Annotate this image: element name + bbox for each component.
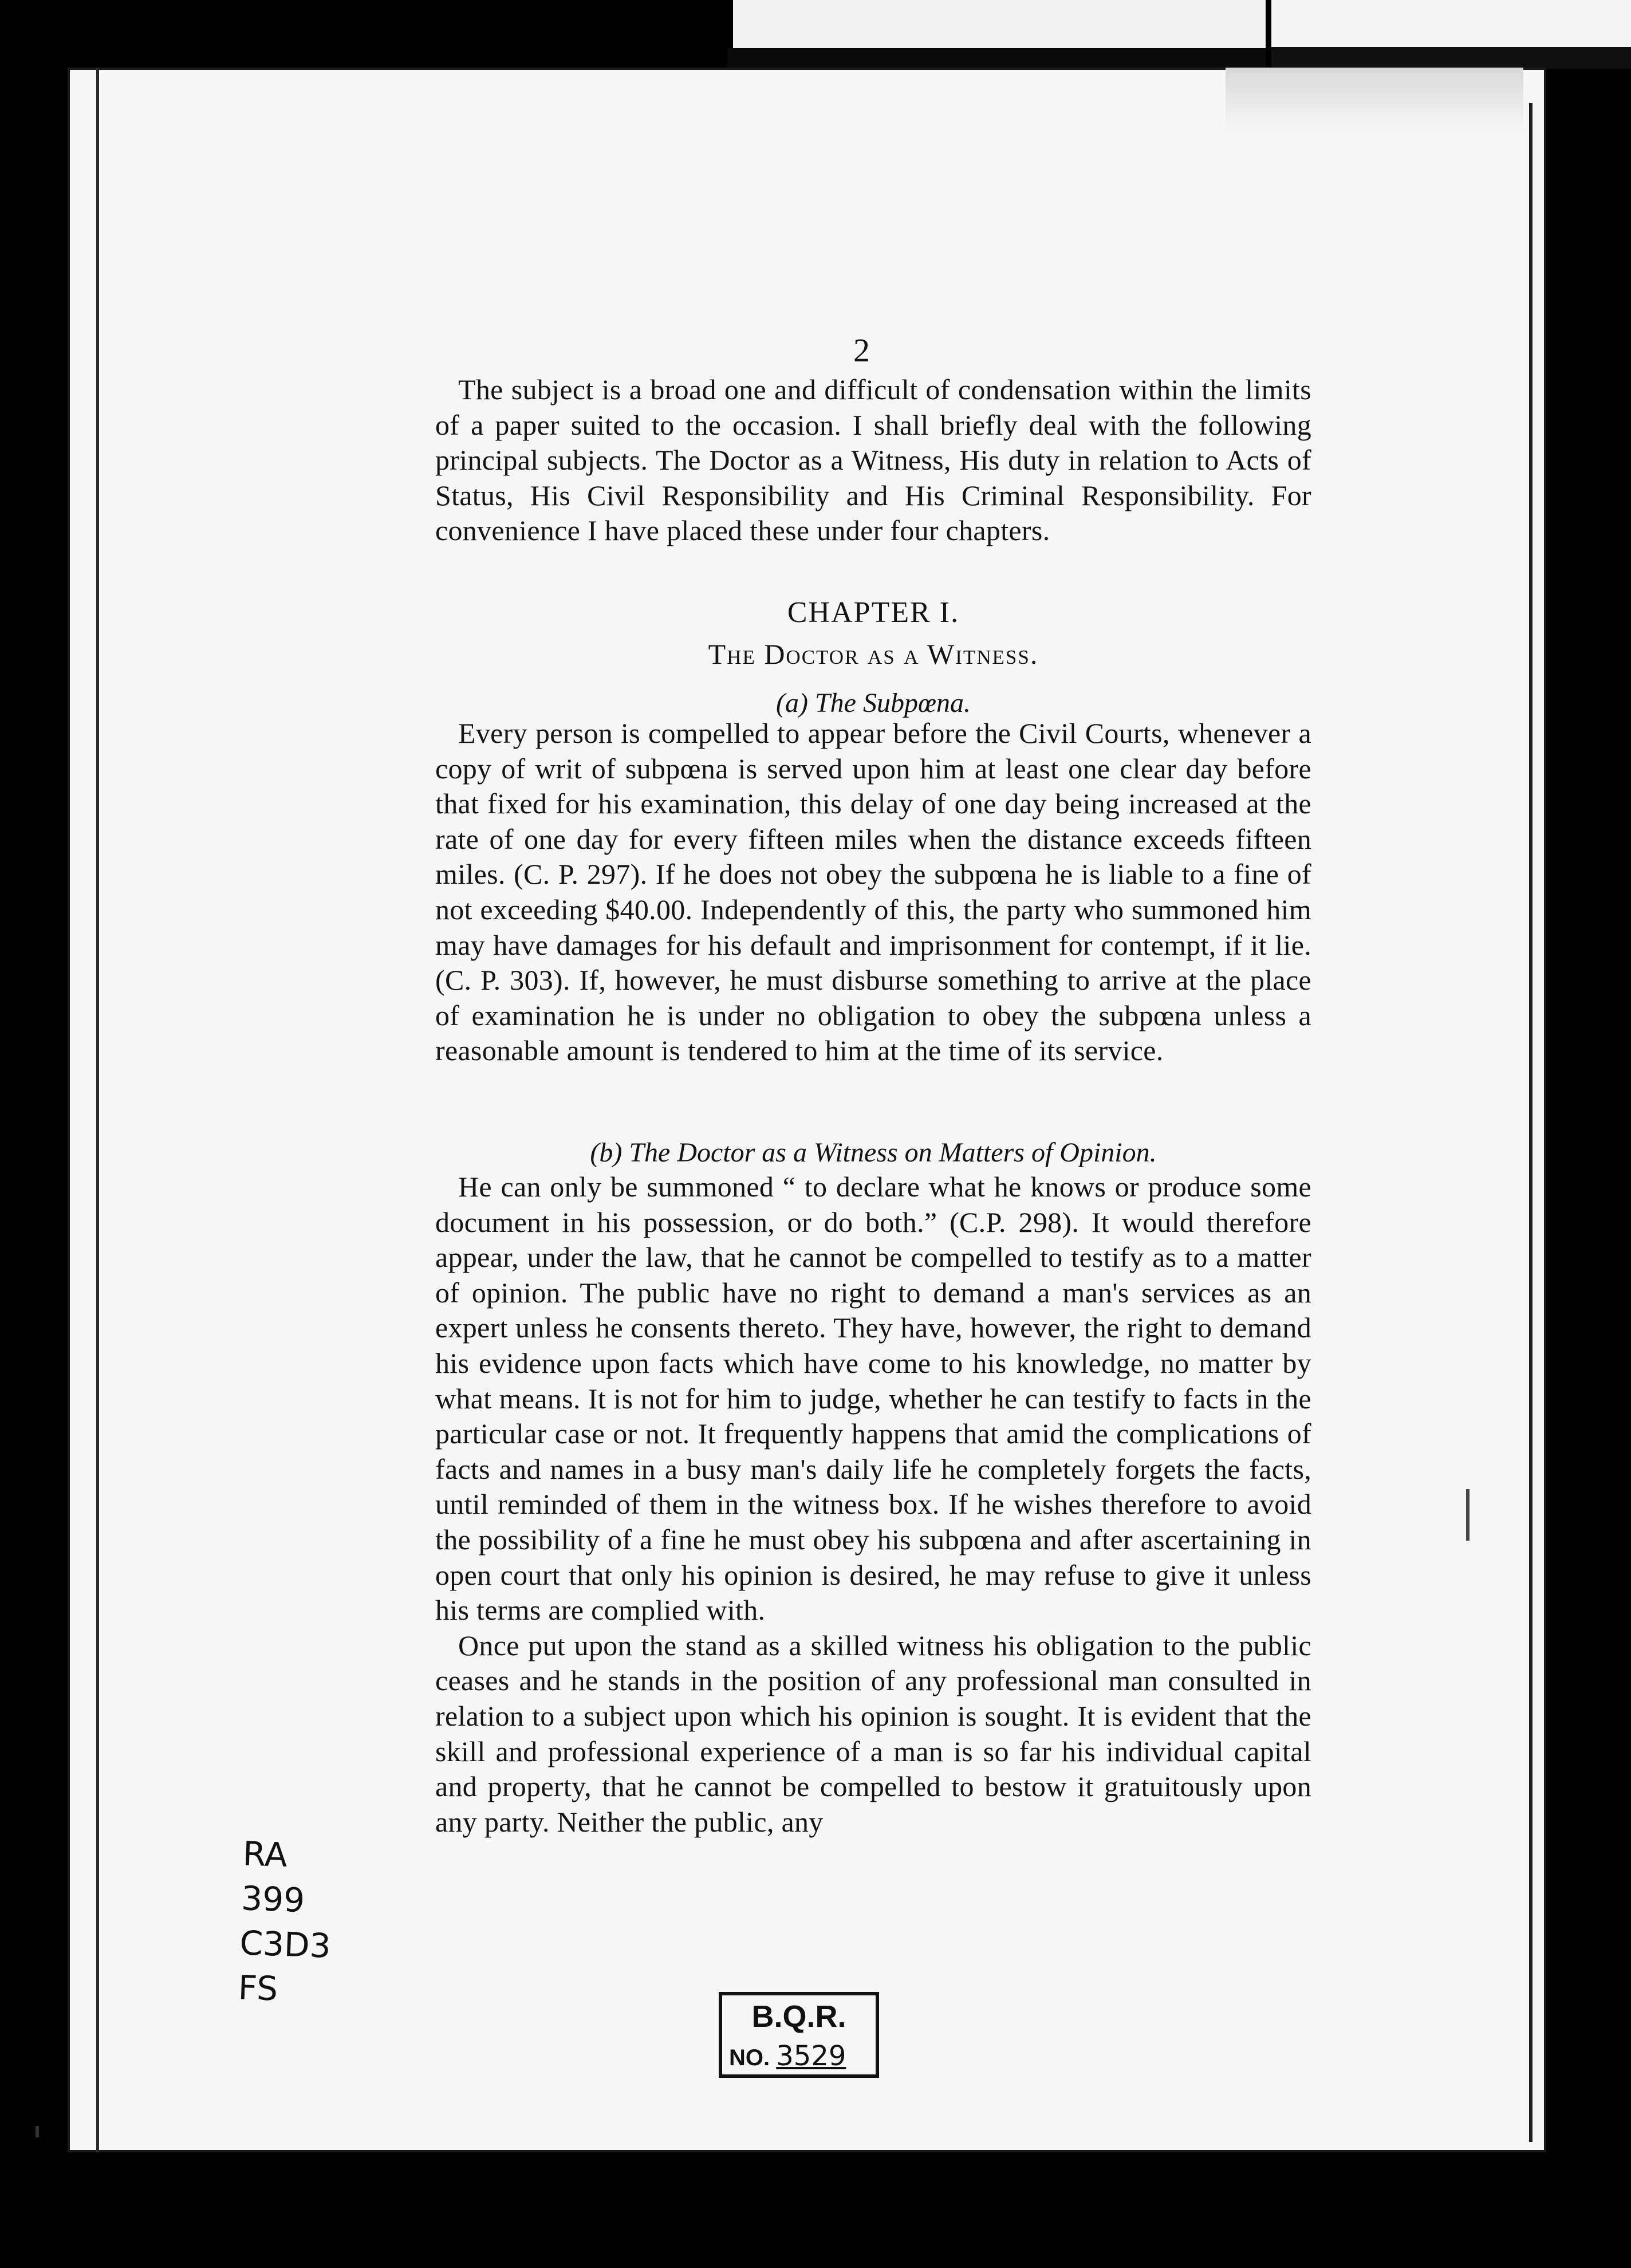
call-number-line: RA xyxy=(242,1834,288,1875)
stamp-no-label: NO. xyxy=(729,2045,770,2070)
section-a-body xyxy=(435,716,1311,1069)
section-b-body xyxy=(435,1170,1311,1840)
handwritten-call-number xyxy=(238,1831,335,2013)
page-shadow xyxy=(1226,68,1523,131)
scan-border-right xyxy=(1541,69,1631,2268)
intro-paragraph xyxy=(435,372,1311,549)
call-number-line: C3D3 xyxy=(239,1923,332,1966)
scan-mark xyxy=(1466,1489,1470,1541)
call-number-line: FS xyxy=(237,1968,279,2009)
section-b-paragraph-2: Once put upon the stand as a skilled witness his obligation to the public ceases and he stands in the position of any professional man consulted in relation to a subject upon which his opinion is sought. It is evident that the skill and professional experience of a man is so far his individual capital and property, that he cannot be compelled to bestow it gratuitously upon any party. Neither the public, any xyxy=(435,1629,1311,1838)
intro-text: The subject is a broad one and difficult of condensation within the limits of a paper suited to the occasion. I shall briefly deal with the following principal subjects. The Doctor as a Witness, His duty in relation to Acts of Status, His Civil Responsibility and His Criminal Responsibility. For convenience I have placed these under four chapters. xyxy=(435,373,1311,547)
section-a-heading: (a) The Subpœna. xyxy=(776,688,971,718)
scan-mark xyxy=(36,2126,39,2137)
scan-border-top-left xyxy=(0,0,733,69)
chapter-subtitle: The Doctor as a Witness. xyxy=(708,638,1039,670)
library-stamp xyxy=(719,1992,879,2078)
stamp-number-row xyxy=(729,2040,846,2072)
chapter-title: CHAPTER I. xyxy=(787,596,960,629)
section-b-paragraph-1: He can only be summoned “ to declare what he knows or produce some document in his possession, or do both.” (C.P. 298). It would therefore appear, under the law, that he cannot be compelled to testify as to a matter of opinion. The public have no right to demand a man's services as an expert unless he consents thereto. They have, however, the right to demand his evidence upon facts which have come to his knowledge, no matter by what means. It is not for him to judge, whether he can testify to facts in the particular case or not. It frequently happens that amid the complications of facts and names in a busy man's daily life he completely forgets the facts, until reminded of them in the witness box. If he wishes therefore to avoid the possibility of a fine he must obey his subpœna and after ascertaining in open court that only his opinion is desired, he may refuse to give it unless his terms are complied with. xyxy=(435,1171,1311,1627)
page-right-edge xyxy=(1529,103,1532,2142)
stamp-title: B.Q.R. xyxy=(751,1999,846,2034)
page-binding-edge xyxy=(96,68,99,2152)
section-a-paragraph: Every person is compelled to appear before the Civil Courts, whenever a copy of writ of subpœna is served upon him at least one clear day before that fixed for his examination, this delay of one day being increased at the rate of one day for every fifteen miles when the distance exceeds fifteen miles. (C. P. 297). If he does not obey the subpœna he is liable to a fine of not exceeding $40.00. Independently of this, the party who summoned him may have damages for his default and imprisonment for contempt, if it lie. (C. P. 303). If, however, he must disburse something to arrive at the place of examination he is under no obligation to obey the subpœna unless a reasonable amount is tendered to him at the time of its service. xyxy=(435,717,1311,1067)
section-b-heading: (b) The Doctor as a Witness on Matters of Opinion. xyxy=(590,1137,1157,1168)
stamp-number: 3529 xyxy=(776,2040,846,2072)
page-number: 2 xyxy=(853,332,870,369)
call-number-line: 399 xyxy=(241,1879,306,1920)
